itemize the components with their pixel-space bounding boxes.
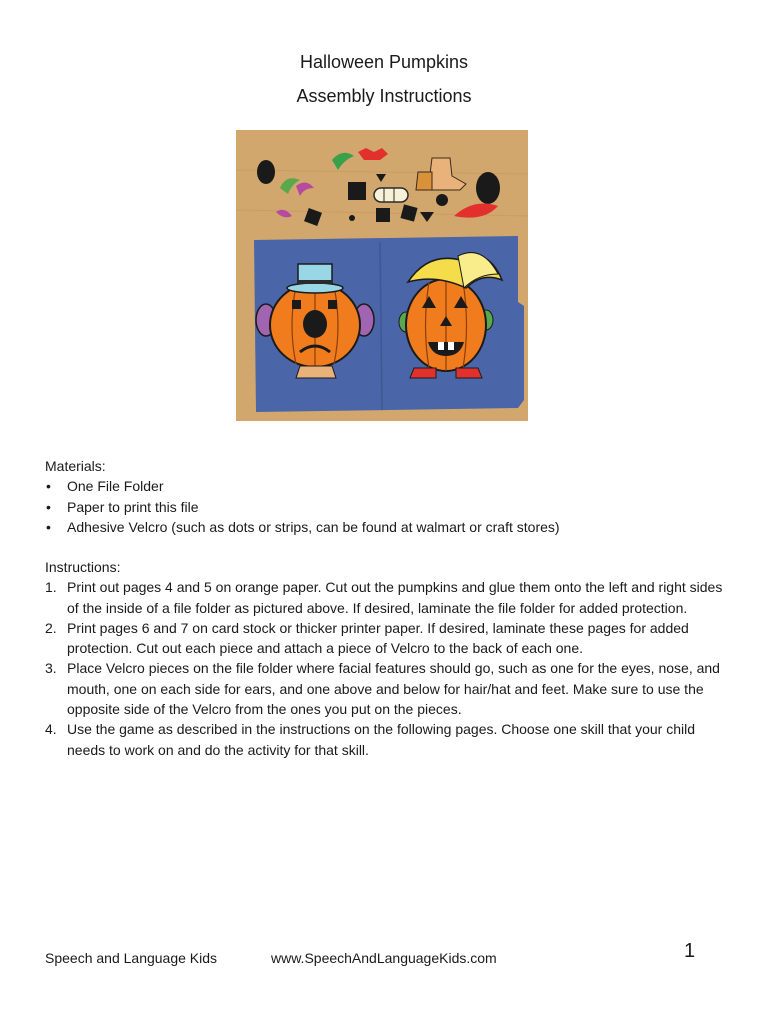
materials-section — [45, 456, 735, 537]
materials-heading: Materials: — [45, 458, 106, 474]
list-item: • Adhesive Velcro (such as dots or strips, can be found at walmart or craft stores) — [45, 517, 735, 537]
list-item: • Paper to print this file — [45, 497, 735, 517]
instructions-section — [45, 557, 735, 760]
materials-list — [45, 476, 735, 537]
step-text: Print pages 6 and 7 on card stock or thicker printer paper. If desired, laminate these pages for added protection. Cut out each piece and attach a piece of Velcro to the back of each one. — [67, 619, 689, 657]
list-item — [45, 658, 735, 719]
step-number: 4. — [45, 721, 57, 738]
document-title: Halloween Pumpkins — [299, 52, 469, 72]
document-subtitle: Assembly Instructions — [296, 86, 472, 106]
instructions-list — [45, 577, 735, 760]
list-item — [45, 577, 735, 618]
step-text: Use the game as described in the instructions on the following pages. Choose one skill that your child needs to work on and do the activity for that skill. — [67, 721, 696, 758]
list-item — [45, 618, 735, 659]
footer-url: www.SpeechAndLanguageKids.com — [271, 950, 497, 966]
step-number: 2. — [45, 619, 57, 636]
step-number: 3. — [45, 660, 57, 677]
instructions-heading: Instructions: — [45, 559, 121, 575]
step-number: 1. — [45, 579, 57, 596]
list-item: • One File Folder — [45, 476, 735, 496]
list-item — [45, 719, 735, 760]
step-text: Place Velcro pieces on the file folder where facial features should go, such as one for the eyes, nose, and mouth, one on each side for ears, and one above and below for hair/hat and feet. Make sure to use the opposite side of the Velcro from the ones you put on the pieces. — [67, 660, 720, 718]
footer-org: Speech and Language Kids — [45, 950, 218, 966]
page-number: 1 — [684, 940, 696, 962]
pumpkin-folder-photo — [236, 130, 528, 421]
step-text: Print out pages 4 and 5 on orange paper. Cut out the pumpkins and glue them onto the left and right sides of the inside of a file folder as pictured above. If desired, laminate the file folder for added protection. — [67, 579, 723, 616]
